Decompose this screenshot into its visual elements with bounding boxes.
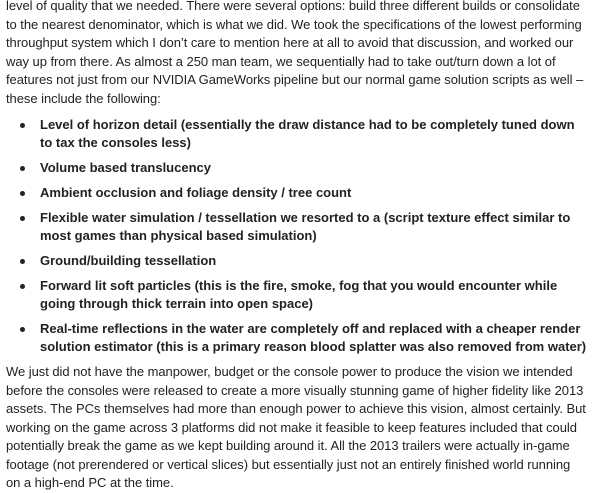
outro-paragraph: We just did not have the manpower, budget or the console power to produce the vision we intended before the consoles were released to create a more visually stunning game of higher fidelity like 2013 assets. The PCs themselves had more than enough power to achieve this vision, almost certainly. But working on the game across 3 platforms did not make it feasible to keep features included that could potentially break the game as we kept building around it. All the 2013 trailers were actually in-game footage (not prerendered or vertical slices) but essentially just not an entirely finished world running on a high-end PC at the time. [6,364,586,490]
article-body [6,0,588,493]
list-item [6,184,588,202]
list-item-text: Ambient occlusion and foliage density / tree count [40,185,352,200]
bullet-dot-icon [20,191,25,196]
intro-paragraph: level of quality that we needed. There were several options: build three different builds or consolidate to the nearest denominator, which is what we did. We took the specifications of the lowest performing throughput system which I don’t care to mention here at all to avoid that discussion, and worked our way up from there. As almost a 250 man team, we sequentially had to take out/turn down a lot of features not just from our NVIDIA GameWorks pipeline but our normal game solution scripts as well – these include the following: [6,0,584,106]
bullet-dot-icon [20,327,25,332]
feature-list [6,116,588,356]
list-item [6,277,588,313]
list-item [6,252,588,270]
bullet-dot-icon [20,259,25,264]
bullet-dot-icon [20,216,25,221]
list-item-text: Volume based translucency [40,160,211,175]
list-item-text: Forward lit soft particles (this is the fire, smoke, fog that you would encounter while going through thick terrain into open space) [40,278,558,311]
list-item [6,209,588,245]
bullet-dot-icon [20,284,25,289]
list-item-text: Real-time reflections in the water are completely off and replaced with a cheaper render solution estimator (this is a primary reason blood splatter was also removed from water) [40,321,587,354]
bullet-dot-icon [20,166,25,171]
list-item-text: Flexible water simulation / tessellation we resorted to a (script texture effect similar to most games than physical based simulation) [40,210,571,243]
list-item [6,159,588,177]
bullet-dot-icon [20,123,25,128]
list-item [6,116,588,152]
list-item [6,320,588,356]
list-item-text: Ground/building tessellation [40,253,217,268]
list-item-text: Level of horizon detail (essentially the draw distance had to be completely tuned down to tax the consoles less) [40,117,575,150]
